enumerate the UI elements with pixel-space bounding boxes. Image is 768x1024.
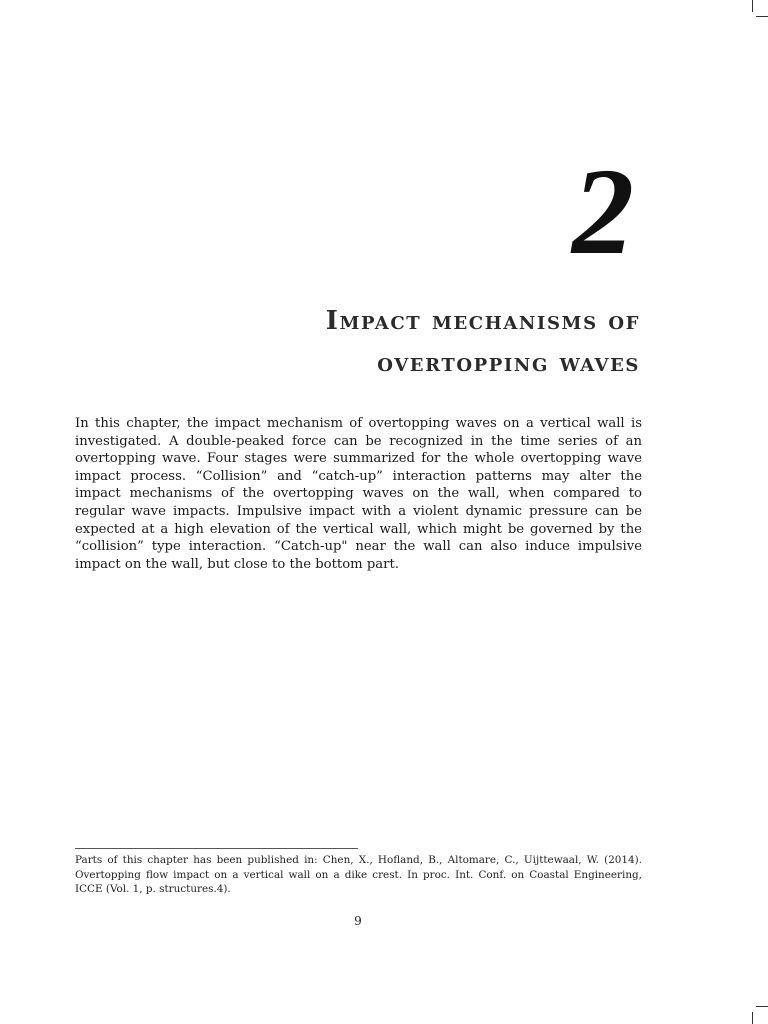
chapter-title <box>80 300 640 384</box>
crop-mark-bottom-vertical <box>752 1012 753 1024</box>
chapter-number: 2 <box>572 143 634 280</box>
chapter-abstract: In this chapter, the impact mechanism of overtopping waves on a vertical wall is investigated. A double-peaked force can be recognized in the time series of an overtopping wave. Four stages were summarized for the whole overtopping wave impact process. “Collision” and “catch-up” interaction patterns may alter the impact mechanisms of the overtopping waves on the wall, when compared to regular wave impacts. Impulsive impact with a violent dynamic pressure can be expected at a high elevation of the vertical wall, which might be governed by the “collision” type interaction. “Catch-up" near the wall can also induce impulsive impact on the wall, but close to the bottom part. <box>75 416 642 572</box>
page-number: 9 <box>354 914 362 928</box>
chapter-title-line-2: overtopping waves <box>377 348 640 378</box>
footnote: Parts of this chapter has been published in: Chen, X., Hofland, B., Altomare, C., Uijttewaal, W. (2014). Overtopping flow impact on a vertical wall on a dike crest. In proc. Int. Conf. on Coastal Engineering, ICCE (Vol. 1, p. structures.4). <box>75 854 642 895</box>
crop-mark-top-vertical <box>752 0 753 12</box>
crop-mark-top-horizontal <box>756 16 768 17</box>
chapter-title-line-1: Impact mechanisms of <box>325 306 640 336</box>
footnote-rule <box>75 848 358 849</box>
crop-mark-bottom-horizontal <box>756 1006 768 1007</box>
